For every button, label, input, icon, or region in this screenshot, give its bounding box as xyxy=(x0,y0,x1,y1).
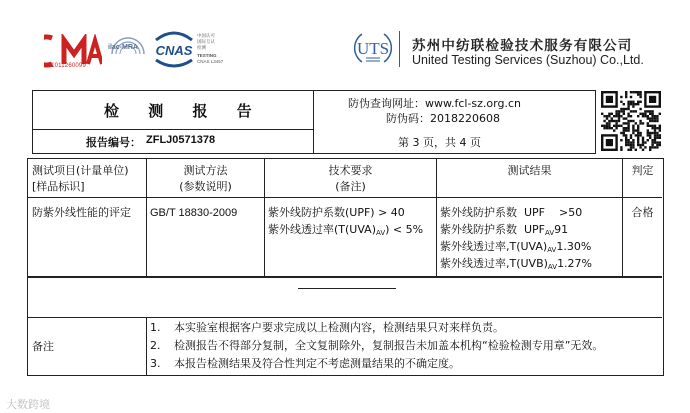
report-title: 检 测 报 告 xyxy=(104,102,264,120)
qr-module xyxy=(637,101,639,103)
qr-module xyxy=(606,122,608,124)
qr-module xyxy=(613,125,615,127)
qr-module xyxy=(635,134,637,136)
qr-module xyxy=(632,101,634,103)
row-result-1: 紫外线防护系数 UPF >50 xyxy=(440,206,583,219)
qr-module xyxy=(630,91,632,93)
row-result-4: 紫外线透过率$,T(UVB)_{AV}1.27\%$ xyxy=(440,257,593,271)
qr-module xyxy=(627,125,629,127)
qr-module xyxy=(649,117,651,119)
qr-module xyxy=(651,132,653,134)
qr-module xyxy=(656,127,658,129)
qr-module xyxy=(644,110,646,112)
qr-module xyxy=(635,110,637,112)
qr-module xyxy=(623,132,625,134)
company-name-en: United Testing Services (Suzhou) Co.,Ltd. xyxy=(412,53,644,67)
qr-module xyxy=(625,117,627,119)
cnas-cn-1: 中国认可 xyxy=(197,33,215,38)
hdr-judge: 判定 xyxy=(631,164,654,177)
qr-module xyxy=(625,137,627,139)
qr-module xyxy=(654,134,656,136)
qr-module xyxy=(651,127,653,129)
qr-module xyxy=(654,115,656,117)
qr-module xyxy=(642,149,644,151)
qr-module xyxy=(642,115,644,117)
qr-module xyxy=(656,144,658,146)
qr-module xyxy=(642,122,644,124)
qr-module xyxy=(649,113,651,115)
qr-module xyxy=(632,144,634,146)
qr-module xyxy=(627,105,629,107)
qr-finder xyxy=(606,139,613,146)
qr-module xyxy=(613,115,615,117)
qr-module xyxy=(639,101,641,103)
qr-module xyxy=(611,117,613,119)
qr-module xyxy=(651,146,653,148)
cnas-logo xyxy=(150,30,198,68)
qr-module xyxy=(649,125,651,127)
qr-module xyxy=(637,129,639,131)
company-name-cn: 苏州中纺联检验技术服务有限公司 xyxy=(412,38,633,54)
qr-module xyxy=(651,144,653,146)
qr-module xyxy=(644,141,646,143)
header-divider-h xyxy=(33,129,313,130)
qr-module xyxy=(630,101,632,103)
qr-module xyxy=(630,110,632,112)
qr-module xyxy=(618,110,620,112)
qr-module xyxy=(608,115,610,117)
qr-module xyxy=(649,132,651,134)
qr-module xyxy=(615,127,617,129)
hdr-item-2: [样品标识] xyxy=(32,180,85,193)
qr-module xyxy=(611,120,613,122)
qr-module xyxy=(637,134,639,136)
qr-module xyxy=(615,120,617,122)
qr-module xyxy=(647,122,649,124)
qr-module xyxy=(627,122,629,124)
row-result-2: 紫外线防护系数 $UPF_{AV}91$ xyxy=(440,223,569,237)
qr-module xyxy=(627,149,629,151)
qr-module xyxy=(611,127,613,129)
qr-module xyxy=(635,103,637,105)
qr-module xyxy=(630,146,632,148)
cnas-text: CNAS xyxy=(155,43,193,58)
qr-module xyxy=(625,141,627,143)
qr-module xyxy=(608,122,610,124)
qr-module xyxy=(637,144,639,146)
qr-module xyxy=(608,113,610,115)
note-3-text: 本报告检测结果及符合性判定不考虑测量结果的不确定度。 xyxy=(174,357,460,370)
qr-module xyxy=(651,115,653,117)
qr-module xyxy=(608,127,610,129)
cnas-cn-2: 国际互认 xyxy=(197,39,215,44)
qr-module xyxy=(606,127,608,129)
qr-module xyxy=(623,127,625,129)
qr-module xyxy=(647,117,649,119)
qr-module xyxy=(647,125,649,127)
qr-module xyxy=(659,129,661,131)
qr-module xyxy=(623,108,625,110)
qr-module xyxy=(654,127,656,129)
qr-module xyxy=(632,125,634,127)
verify-url: 防伪查询网址：www.fcl-sz.org.cn xyxy=(348,97,521,110)
qr-module xyxy=(615,115,617,117)
qr-module xyxy=(659,125,661,127)
qr-module xyxy=(649,110,651,112)
qr-module xyxy=(637,91,639,93)
qr-module xyxy=(620,108,622,110)
qr-module xyxy=(632,110,634,112)
qr-module xyxy=(632,103,634,105)
row-req-1: 紫外线防护系数(UPF) > 40 xyxy=(268,206,405,219)
page-info: 第 3 页，共 4 页 xyxy=(398,136,481,149)
qr-module xyxy=(627,103,629,105)
qr-module xyxy=(623,113,625,115)
qr-module xyxy=(647,129,649,131)
cnas-code: CNAS L3457 xyxy=(197,59,224,64)
qr-module xyxy=(656,132,658,134)
qr-module xyxy=(647,110,649,112)
qr-module xyxy=(613,129,615,131)
qr-module xyxy=(601,113,603,115)
qr-module xyxy=(632,127,634,129)
qr-module xyxy=(659,113,661,115)
qr-module xyxy=(639,132,641,134)
qr-module xyxy=(651,125,653,127)
uts-logo xyxy=(352,28,394,68)
qr-module xyxy=(654,125,656,127)
qr-module xyxy=(654,139,656,141)
qr-module xyxy=(637,127,639,129)
hdr-method-2: (参数说明) xyxy=(179,180,232,193)
row-line-2 xyxy=(28,276,662,278)
qr-module xyxy=(627,115,629,117)
qr-module xyxy=(623,134,625,136)
qr-module xyxy=(611,113,613,115)
hdr-req-1: 技术要求 xyxy=(328,164,373,177)
qr-module xyxy=(654,132,656,134)
qr-module xyxy=(603,127,605,129)
cnas-testing: TESTING xyxy=(197,53,217,58)
qr-module xyxy=(623,122,625,124)
uts-text: UTS xyxy=(356,39,390,58)
qr-module xyxy=(656,141,658,143)
qr-module xyxy=(651,117,653,119)
qr-module xyxy=(637,115,639,117)
qr-module xyxy=(654,120,656,122)
qr-module xyxy=(625,108,627,110)
qr-module xyxy=(639,120,641,122)
note-1-num: 1. xyxy=(150,321,161,334)
qr-module xyxy=(620,101,622,103)
note-2-num: 2. xyxy=(150,339,161,352)
qr-module xyxy=(632,146,634,148)
row-judge: 合格 xyxy=(631,206,654,219)
qr-module xyxy=(659,137,661,139)
qr-module xyxy=(632,120,634,122)
row-req-2: 紫外线透过率$(T(UVA)_{AV}) < 5\%$ xyxy=(268,223,424,237)
notes-label: 备注 xyxy=(32,340,54,353)
qr-module xyxy=(618,117,620,119)
qr-module xyxy=(637,132,639,134)
qr-module xyxy=(623,110,625,112)
qr-module xyxy=(625,127,627,129)
note-3-num: 3. xyxy=(150,357,161,370)
qr-module xyxy=(656,120,658,122)
qr-module xyxy=(637,125,639,127)
notes-divider xyxy=(146,317,147,375)
qr-module xyxy=(637,93,639,95)
qr-module xyxy=(642,144,644,146)
qr-module xyxy=(627,101,629,103)
anti-fake-code: 防伪码：2018220608 xyxy=(386,112,500,125)
header-divider-v xyxy=(313,91,314,153)
qr-module xyxy=(654,129,656,131)
results-table xyxy=(27,158,664,376)
hdr-item-1: 测试项目(计量单位) xyxy=(32,164,129,177)
qr-module xyxy=(630,115,632,117)
qr-finder xyxy=(649,96,656,103)
qr-module xyxy=(632,105,634,107)
qr-module xyxy=(618,115,620,117)
qr-module xyxy=(606,115,608,117)
qr-module xyxy=(651,113,653,115)
note-2-text: 检测报告不得部分复制，全文复制除外，复制报告未加盖本机构“检验检测专用章”无效。 xyxy=(174,339,604,352)
qr-module xyxy=(620,115,622,117)
qr-module xyxy=(651,110,653,112)
qr-module xyxy=(651,120,653,122)
qr-module xyxy=(615,122,617,124)
qr-module xyxy=(630,149,632,151)
qr-module xyxy=(651,141,653,143)
qr-module xyxy=(649,134,651,136)
watermark: 大数跨境 xyxy=(6,398,50,411)
qr-module xyxy=(627,129,629,131)
qr-module xyxy=(639,93,641,95)
qr-module xyxy=(625,139,627,141)
qr-module xyxy=(651,139,653,141)
qr-module xyxy=(630,141,632,143)
qr-module xyxy=(649,120,651,122)
qr-module xyxy=(620,125,622,127)
qr-module xyxy=(647,132,649,134)
qr-module xyxy=(625,134,627,136)
qr-module xyxy=(635,129,637,131)
qr-module xyxy=(630,96,632,98)
qr-module xyxy=(620,149,622,151)
qr-module xyxy=(603,120,605,122)
qr-module xyxy=(630,103,632,105)
cnas-cn-3: 检测 xyxy=(197,45,206,50)
row-line-1 xyxy=(28,197,662,198)
qr-module xyxy=(627,113,629,115)
qr-module xyxy=(627,108,629,110)
qr-module xyxy=(656,117,658,119)
qr-module xyxy=(625,91,627,93)
qr-module xyxy=(625,93,627,95)
qr-module xyxy=(625,144,627,146)
qr-module xyxy=(644,115,646,117)
logo-separator xyxy=(399,31,400,67)
qr-module xyxy=(637,103,639,105)
qr-module xyxy=(656,146,658,148)
blank-separator xyxy=(298,288,396,289)
qr-module xyxy=(625,96,627,98)
qr-module xyxy=(656,115,658,117)
qr-module xyxy=(632,139,634,141)
qr-module xyxy=(635,91,637,93)
qr-module xyxy=(603,115,605,117)
ilac-mra-logo xyxy=(108,34,148,68)
qr-module xyxy=(627,144,629,146)
qr-module xyxy=(632,132,634,134)
qr-module xyxy=(647,139,649,141)
qr-module xyxy=(618,113,620,115)
cma-number: 171011260099 xyxy=(44,63,86,69)
row-line-3 xyxy=(28,317,662,318)
qr-module xyxy=(644,113,646,115)
qr-module xyxy=(639,146,641,148)
qr-module xyxy=(623,129,625,131)
qr-module xyxy=(642,141,644,143)
qr-module xyxy=(625,129,627,131)
qr-module xyxy=(615,113,617,115)
qr-module xyxy=(627,127,629,129)
qr-module xyxy=(603,125,605,127)
qr-module xyxy=(620,110,622,112)
hdr-method-1: 测试方法 xyxy=(183,164,228,177)
qr-module xyxy=(637,139,639,141)
qr-module xyxy=(656,134,658,136)
qr-module xyxy=(639,134,641,136)
qr-module xyxy=(601,125,603,127)
qr-module xyxy=(639,113,641,115)
qr-module xyxy=(615,110,617,112)
qr-module xyxy=(627,141,629,143)
qr-module xyxy=(639,122,641,124)
ilac-mra-text: ilac-MRA xyxy=(108,44,138,51)
qr-module xyxy=(639,144,641,146)
qr-module xyxy=(654,141,656,143)
qr-module xyxy=(639,108,641,110)
qr-module xyxy=(620,139,622,141)
qr-module xyxy=(618,125,620,127)
hdr-result: 测试结果 xyxy=(507,164,552,177)
qr-module xyxy=(647,134,649,136)
qr-module xyxy=(623,117,625,119)
qr-module xyxy=(620,132,622,134)
qr-module xyxy=(659,127,661,129)
report-no: ZFLJ0571378 xyxy=(146,134,216,146)
qr-module xyxy=(608,120,610,122)
qr-module xyxy=(654,117,656,119)
qr-module xyxy=(620,96,622,98)
qr-module xyxy=(627,139,629,141)
qr-module xyxy=(659,134,661,136)
qr-module xyxy=(639,91,641,93)
qr-module xyxy=(642,137,644,139)
qr-module xyxy=(644,146,646,148)
note-1-text: 本实验室根据客户要求完成以上检测内容，检测结果只对来样负责。 xyxy=(174,321,504,334)
report-no-label: 报告编号： xyxy=(86,136,141,149)
qr-module xyxy=(625,122,627,124)
qr-module xyxy=(620,146,622,148)
qr-module xyxy=(654,146,656,148)
row-result-3: 紫外线透过率$,T(UVA)_{AV}1.30\%$ xyxy=(440,240,592,254)
qr-module xyxy=(642,139,644,141)
qr-module xyxy=(632,129,634,131)
row-method: GB/T 18830-2009 xyxy=(150,207,238,219)
qr-module xyxy=(649,137,651,139)
qr-module xyxy=(642,113,644,115)
qr-module xyxy=(613,120,615,122)
qr-module xyxy=(659,141,661,143)
qr-module xyxy=(654,137,656,139)
qr-module xyxy=(630,144,632,146)
qr-module xyxy=(656,137,658,139)
qr-module xyxy=(632,91,634,93)
qr-module xyxy=(637,141,639,143)
qr-module xyxy=(637,137,639,139)
qr-module xyxy=(630,120,632,122)
qr-module xyxy=(608,125,610,127)
qr-module xyxy=(606,125,608,127)
hdr-req-2: (备注) xyxy=(335,180,366,193)
qr-finder xyxy=(606,96,613,103)
qr-module xyxy=(627,120,629,122)
qr-module xyxy=(659,144,661,146)
qr-module xyxy=(630,134,632,136)
qr-module xyxy=(630,137,632,139)
qr-module xyxy=(639,96,641,98)
qr-module xyxy=(618,120,620,122)
qr-module xyxy=(635,122,637,124)
qr-code[interactable] xyxy=(601,90,661,152)
qr-module xyxy=(623,103,625,105)
qr-module xyxy=(649,149,651,151)
qr-module xyxy=(615,125,617,127)
row-item: 防紫外线性能的评定 xyxy=(32,206,131,219)
qr-module xyxy=(632,141,634,143)
qr-module xyxy=(635,149,637,151)
qr-module xyxy=(647,115,649,117)
qr-module xyxy=(606,117,608,119)
qr-module xyxy=(649,146,651,148)
